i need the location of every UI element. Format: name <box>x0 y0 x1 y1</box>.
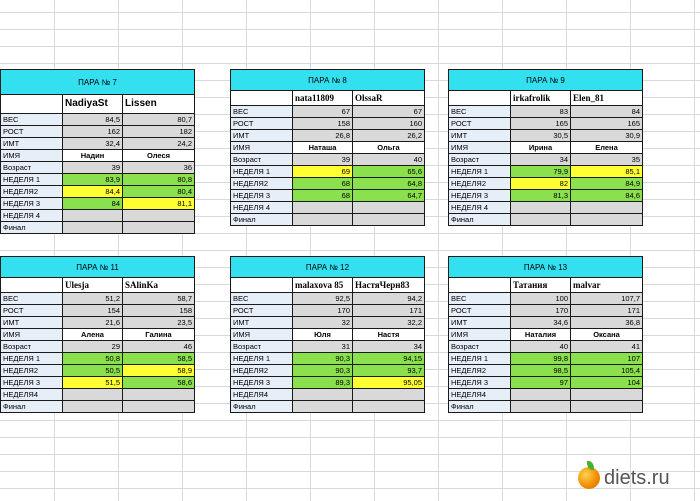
value-cell[interactable] <box>63 389 123 401</box>
value-cell[interactable]: 85,1 <box>571 166 643 178</box>
row-label[interactable]: ИМТ <box>231 130 293 142</box>
value-cell[interactable] <box>353 202 425 214</box>
value-cell[interactable]: 81,3 <box>511 190 571 202</box>
value-cell[interactable]: 29 <box>63 341 123 353</box>
value-cell[interactable] <box>353 389 425 401</box>
value-cell[interactable] <box>123 210 195 222</box>
value-cell[interactable]: 97 <box>511 377 571 389</box>
nickname-b[interactable]: OlssaR <box>353 91 425 106</box>
value-cell[interactable] <box>353 401 425 413</box>
row-label[interactable]: ИМЯ <box>1 329 63 341</box>
value-cell[interactable]: 26,2 <box>353 130 425 142</box>
value-cell[interactable]: Наталия <box>511 329 571 341</box>
pair-title[interactable]: ПАРА № 12 <box>231 257 425 278</box>
value-cell[interactable]: 40 <box>353 154 425 166</box>
row-label[interactable]: Финал <box>449 401 511 413</box>
value-cell[interactable]: 80,8 <box>123 174 195 186</box>
row-label[interactable]: Финал <box>1 222 63 234</box>
row-label[interactable]: НЕДЕЛЯ 3 <box>449 190 511 202</box>
value-cell[interactable]: 160 <box>353 118 425 130</box>
value-cell[interactable]: 84,4 <box>63 186 123 198</box>
value-cell[interactable]: 34 <box>511 154 571 166</box>
value-cell[interactable]: 39 <box>63 162 123 174</box>
value-cell[interactable]: 36 <box>123 162 195 174</box>
nickname-b[interactable]: Elen_81 <box>571 91 643 106</box>
row-label[interactable]: НЕДЕЛЯ2 <box>449 178 511 190</box>
row-label[interactable]: НЕДЕЛЯ 4 <box>1 210 63 222</box>
row-label[interactable]: РОСТ <box>449 118 511 130</box>
value-cell[interactable]: 32 <box>293 317 353 329</box>
row-label[interactable]: НЕДЕЛЯ 1 <box>1 353 63 365</box>
row-label[interactable]: НЕДЕЛЯ 1 <box>231 353 293 365</box>
value-cell[interactable]: 165 <box>571 118 643 130</box>
nick-label-cell[interactable] <box>1 278 63 293</box>
value-cell[interactable]: 32,4 <box>63 138 123 150</box>
value-cell[interactable]: Алена <box>63 329 123 341</box>
value-cell[interactable]: 67 <box>293 106 353 118</box>
pair-title[interactable]: ПАРА № 11 <box>1 257 195 278</box>
nickname-b[interactable]: Lissen <box>123 95 195 114</box>
value-cell[interactable]: 99,8 <box>511 353 571 365</box>
value-cell[interactable]: 64,7 <box>353 190 425 202</box>
row-label[interactable]: ИМТ <box>1 138 63 150</box>
value-cell[interactable]: 23,5 <box>123 317 195 329</box>
row-label[interactable]: НЕДЕЛЯ 4 <box>449 202 511 214</box>
value-cell[interactable]: 32,2 <box>353 317 425 329</box>
row-label[interactable]: НЕДЕЛЯ2 <box>1 186 63 198</box>
nickname-a[interactable]: malaxova 85 <box>293 278 353 293</box>
nickname-b[interactable]: SAlinKa <box>123 278 195 293</box>
row-label[interactable]: ИМТ <box>231 317 293 329</box>
value-cell[interactable]: 41 <box>571 341 643 353</box>
row-label[interactable]: ВЕС <box>449 106 511 118</box>
row-label[interactable]: ВЕС <box>449 293 511 305</box>
row-label[interactable]: НЕДЕЛЯ2 <box>449 365 511 377</box>
value-cell[interactable]: 105,4 <box>571 365 643 377</box>
value-cell[interactable]: 107 <box>571 353 643 365</box>
nick-label-cell[interactable] <box>1 95 63 114</box>
row-label[interactable]: НЕДЕЛЯ 4 <box>231 202 293 214</box>
value-cell[interactable]: 51,5 <box>63 377 123 389</box>
row-label[interactable]: Финал <box>231 401 293 413</box>
value-cell[interactable]: 107,7 <box>571 293 643 305</box>
row-label[interactable]: ВЕС <box>231 293 293 305</box>
pair-table-p11 <box>0 256 195 413</box>
row-label[interactable]: НЕДЕЛЯ2 <box>231 178 293 190</box>
value-cell[interactable]: 171 <box>353 305 425 317</box>
value-cell[interactable]: 90,3 <box>293 365 353 377</box>
diets-logo <box>578 460 670 496</box>
value-cell[interactable]: 84 <box>571 106 643 118</box>
value-cell[interactable] <box>293 202 353 214</box>
value-cell[interactable]: 154 <box>63 305 123 317</box>
value-cell[interactable]: 68 <box>293 178 353 190</box>
value-cell[interactable]: 39 <box>293 154 353 166</box>
value-cell[interactable]: Оксана <box>571 329 643 341</box>
pair-table-p12 <box>230 256 425 413</box>
row-label[interactable]: ИМЯ <box>449 329 511 341</box>
row-label[interactable]: Финал <box>1 401 63 413</box>
value-cell[interactable]: 94,15 <box>353 353 425 365</box>
value-cell[interactable]: 64,8 <box>353 178 425 190</box>
value-cell[interactable] <box>293 214 353 226</box>
value-cell[interactable]: 51,2 <box>63 293 123 305</box>
value-cell[interactable] <box>293 401 353 413</box>
row-label[interactable]: НЕДЕЛЯ4 <box>231 389 293 401</box>
pair-title[interactable]: ПАРА № 13 <box>449 257 643 278</box>
row-label[interactable]: НЕДЕЛЯ4 <box>449 389 511 401</box>
row-label[interactable]: ИМЯ <box>231 142 293 154</box>
row-label[interactable]: НЕДЕЛЯ 3 <box>231 190 293 202</box>
value-cell[interactable]: 170 <box>511 305 571 317</box>
value-cell[interactable]: Ольга <box>353 142 425 154</box>
value-cell[interactable]: 84 <box>63 198 123 210</box>
brand-name: diets.ru <box>604 466 670 489</box>
value-cell[interactable]: 84,5 <box>63 114 123 126</box>
value-cell[interactable] <box>571 389 643 401</box>
value-cell[interactable]: 170 <box>293 305 353 317</box>
value-cell[interactable]: 46 <box>123 341 195 353</box>
nick-label-cell[interactable] <box>449 91 511 106</box>
value-cell[interactable] <box>571 202 643 214</box>
row-label[interactable]: НЕДЕЛЯ2 <box>1 365 63 377</box>
row-label[interactable]: РОСТ <box>231 305 293 317</box>
nickname-b[interactable]: НастяЧерн83 <box>353 278 425 293</box>
value-cell[interactable]: 182 <box>123 126 195 138</box>
value-cell[interactable]: 24,2 <box>123 138 195 150</box>
value-cell[interactable]: 67 <box>353 106 425 118</box>
row-label[interactable]: РОСТ <box>449 305 511 317</box>
value-cell[interactable] <box>511 401 571 413</box>
row-label[interactable]: ИМТ <box>1 317 63 329</box>
pair-table-p8 <box>230 69 425 226</box>
value-cell[interactable]: 80,4 <box>123 186 195 198</box>
value-cell[interactable]: Елена <box>571 142 643 154</box>
row-label[interactable]: ИМТ <box>449 317 511 329</box>
value-cell[interactable] <box>63 210 123 222</box>
value-cell[interactable] <box>293 389 353 401</box>
value-cell[interactable]: 83 <box>511 106 571 118</box>
value-cell[interactable]: 26,8 <box>293 130 353 142</box>
value-cell[interactable]: 171 <box>571 305 643 317</box>
value-cell[interactable]: 83,9 <box>63 174 123 186</box>
row-label[interactable]: ИМЯ <box>231 329 293 341</box>
pair-title[interactable]: ПАРА № 7 <box>1 70 195 95</box>
value-cell[interactable]: 93,7 <box>353 365 425 377</box>
row-label[interactable]: НЕДЕЛЯ 1 <box>449 166 511 178</box>
value-cell[interactable]: 95,05 <box>353 377 425 389</box>
nickname-b[interactable]: malvar <box>571 278 643 293</box>
value-cell[interactable]: 58,6 <box>123 377 195 389</box>
value-cell[interactable]: 158 <box>123 305 195 317</box>
value-cell[interactable]: 104 <box>571 377 643 389</box>
value-cell[interactable]: 50,5 <box>63 365 123 377</box>
row-label[interactable]: НЕДЕЛЯ4 <box>1 389 63 401</box>
value-cell[interactable]: 84,9 <box>571 178 643 190</box>
row-label[interactable]: ИМЯ <box>1 150 63 162</box>
row-label[interactable]: НЕДЕЛЯ 3 <box>1 198 63 210</box>
row-label[interactable]: Возраст <box>1 162 63 174</box>
value-cell[interactable]: 30,5 <box>511 130 571 142</box>
value-cell[interactable]: 89,3 <box>293 377 353 389</box>
value-cell[interactable]: 165 <box>511 118 571 130</box>
row-label[interactable]: РОСТ <box>1 305 63 317</box>
value-cell[interactable] <box>511 389 571 401</box>
value-cell[interactable]: Олеся <box>123 150 195 162</box>
value-cell[interactable]: 84,6 <box>571 190 643 202</box>
pair-title[interactable]: ПАРА № 9 <box>449 70 643 91</box>
row-label[interactable]: ВЕС <box>1 293 63 305</box>
value-cell[interactable] <box>511 214 571 226</box>
value-cell[interactable]: Надин <box>63 150 123 162</box>
value-cell[interactable]: 21,6 <box>63 317 123 329</box>
value-cell[interactable]: 90,3 <box>293 353 353 365</box>
apple-icon <box>578 467 600 489</box>
value-cell[interactable]: 35 <box>571 154 643 166</box>
nick-label-cell[interactable] <box>231 278 293 293</box>
value-cell[interactable]: 100 <box>511 293 571 305</box>
row-label[interactable]: Финал <box>231 214 293 226</box>
value-cell[interactable]: 92,5 <box>293 293 353 305</box>
value-cell[interactable] <box>571 401 643 413</box>
row-label[interactable]: НЕДЕЛЯ 1 <box>1 174 63 186</box>
row-label[interactable]: НЕДЕЛЯ2 <box>231 365 293 377</box>
pair-table-p9 <box>448 69 643 226</box>
row-label[interactable]: Возраст <box>231 154 293 166</box>
pair-table-p7 <box>0 69 195 234</box>
value-cell[interactable]: 98,5 <box>511 365 571 377</box>
value-cell[interactable]: Настя <box>353 329 425 341</box>
row-label[interactable]: Возраст <box>449 154 511 166</box>
nickname-a[interactable]: Татания <box>511 278 571 293</box>
value-cell[interactable]: 58,7 <box>123 293 195 305</box>
value-cell[interactable]: 79,9 <box>511 166 571 178</box>
nick-label-cell[interactable] <box>449 278 511 293</box>
value-cell[interactable] <box>571 214 643 226</box>
value-cell[interactable] <box>123 222 195 234</box>
row-label[interactable]: Возраст <box>231 341 293 353</box>
value-cell[interactable]: 58,5 <box>123 353 195 365</box>
row-label[interactable]: Финал <box>449 214 511 226</box>
row-label[interactable]: РОСТ <box>231 118 293 130</box>
row-label[interactable]: НЕДЕЛЯ 3 <box>231 377 293 389</box>
nickname-a[interactable]: Ulesja <box>63 278 123 293</box>
value-cell[interactable] <box>123 389 195 401</box>
value-cell[interactable]: 36,8 <box>571 317 643 329</box>
value-cell[interactable]: 50,8 <box>63 353 123 365</box>
value-cell[interactable]: 31 <box>293 341 353 353</box>
value-cell[interactable]: 30,9 <box>571 130 643 142</box>
value-cell[interactable]: 158 <box>293 118 353 130</box>
nickname-a[interactable]: NadiyaSt <box>63 95 123 114</box>
row-label[interactable]: РОСТ <box>1 126 63 138</box>
value-cell[interactable] <box>511 202 571 214</box>
row-label[interactable]: ИМТ <box>449 130 511 142</box>
value-cell[interactable]: Наташа <box>293 142 353 154</box>
value-cell[interactable] <box>353 214 425 226</box>
value-cell[interactable]: 40 <box>511 341 571 353</box>
pair-title[interactable]: ПАРА № 8 <box>231 70 425 91</box>
row-label[interactable]: ВЕС <box>231 106 293 118</box>
value-cell[interactable]: 65,6 <box>353 166 425 178</box>
nickname-a[interactable]: irkafrolik <box>511 91 571 106</box>
value-cell[interactable]: 69 <box>293 166 353 178</box>
value-cell[interactable]: Галина <box>123 329 195 341</box>
nick-label-cell[interactable] <box>231 91 293 106</box>
row-label[interactable]: Возраст <box>1 341 63 353</box>
pair-table-p13 <box>448 256 643 413</box>
row-label[interactable]: НЕДЕЛЯ 1 <box>231 166 293 178</box>
value-cell[interactable]: 162 <box>63 126 123 138</box>
row-label[interactable]: Возраст <box>449 341 511 353</box>
value-cell[interactable] <box>63 222 123 234</box>
value-cell[interactable] <box>123 401 195 413</box>
value-cell[interactable]: 34,6 <box>511 317 571 329</box>
value-cell[interactable]: 58,9 <box>123 365 195 377</box>
value-cell[interactable]: Юля <box>293 329 353 341</box>
value-cell[interactable]: 68 <box>293 190 353 202</box>
value-cell[interactable]: 94,2 <box>353 293 425 305</box>
value-cell[interactable] <box>63 401 123 413</box>
nickname-a[interactable]: nata11809 <box>293 91 353 106</box>
row-label[interactable]: НЕДЕЛЯ 3 <box>1 377 63 389</box>
value-cell[interactable]: 81,1 <box>123 198 195 210</box>
row-label[interactable]: ИМЯ <box>449 142 511 154</box>
row-label[interactable]: НЕДЕЛЯ 3 <box>449 377 511 389</box>
value-cell[interactable]: 34 <box>353 341 425 353</box>
row-label[interactable]: НЕДЕЛЯ 1 <box>449 353 511 365</box>
row-label[interactable]: ВЕС <box>1 114 63 126</box>
value-cell[interactable]: 82 <box>511 178 571 190</box>
value-cell[interactable]: Ирина <box>511 142 571 154</box>
value-cell[interactable]: 80,7 <box>123 114 195 126</box>
